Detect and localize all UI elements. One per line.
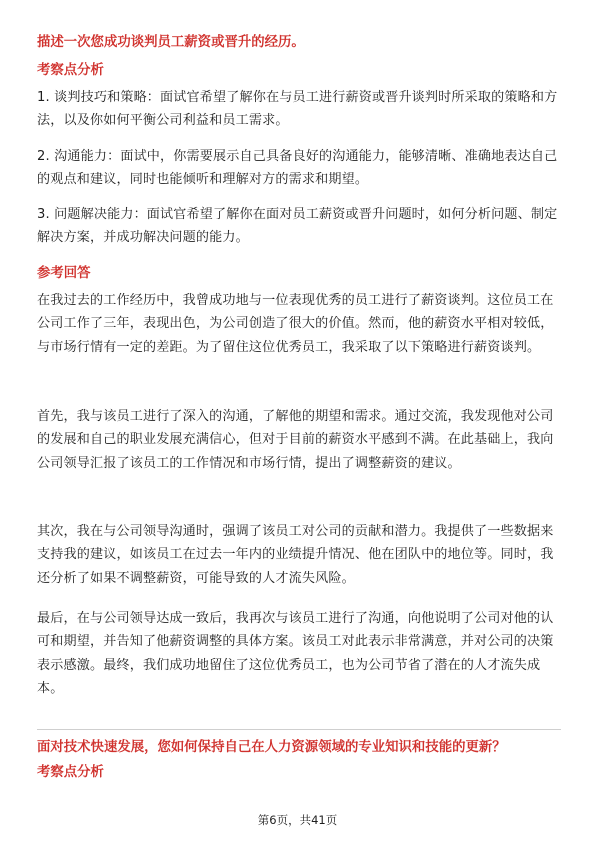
question-title: 描述一次您成功谈判员工薪资或晋升的经历。 [37, 35, 305, 50]
answer-paragraph-3: 其次，我在与公司领导沟通时，强调了该员工对公司的贡献和潜力。我提供了一些数据来支持我的建议，如该员工在过去一年内的业绩提升情况、他在团队中的地位等。同时，我还分析了如果不调整薪资，可能导致的人才流失风险。 [37, 524, 554, 586]
answer-paragraph-1: 在我过去的工作经历中，我曾成功地与一位表现优秀的员工进行了薪资谈判。这位员工在公司工作了三年，表现出色，为公司创造了很大的价值。然而，他的薪资水平相对较低，与市场行情有一定的差距。为了留住这位优秀员工，我采取了以下策略进行薪资谈判。 [37, 293, 554, 355]
section-divider [37, 729, 561, 730]
analysis-point-1: 1. 谈判技巧和策略：面试官希望了解你在与员工进行薪资或晋升谈判时所采取的策略和方法，以及你如何平衡公司利益和员工需求。 [37, 90, 558, 129]
next-analysis-heading: 考察点分析 [37, 765, 104, 780]
next-question-title: 面对技术快速发展，您如何保持自己在人力资源领域的专业知识和技能的更新？ [37, 740, 506, 755]
page-number: 第6页，共41页 [257, 813, 338, 827]
answer-paragraph-4: 最后，在与公司领导达成一致后，我再次与该员工进行了沟通，向他说明了公司对他的认可和期望，并告知了他薪资调整的具体方案。该员工对此表示非常满意，并对公司的决策表示感激。最终，我们成功地留住了这位优秀员工，也为公司节省了潜在的人才流失成本。 [37, 611, 554, 697]
analysis-point-3: 3. 问题解决能力：面试官希望了解你在面对员工薪资或晋升问题时，如何分析问题、制定解决方案，并成功解决问题的能力。 [37, 207, 558, 246]
analysis-point-2: 2. 沟通能力：面试中，你需要展示自己具备良好的沟通能力，能够清晰、准确地表达自己的观点和建议，同时也能倾听和理解对方的需求和期望。 [37, 149, 558, 188]
answer-paragraph-2: 首先，我与该员工进行了深入的沟通，了解他的期望和需求。通过交流，我发现他对公司的发展和自己的职业发展充满信心，但对于目前的薪资水平感到不满。在此基础上，我向公司领导汇报了该员工的工作情况和市场行情，提出了调整薪资的建议。 [37, 409, 554, 471]
analysis-heading: 考察点分析 [37, 63, 104, 78]
answer-heading: 参考回答 [37, 266, 91, 281]
